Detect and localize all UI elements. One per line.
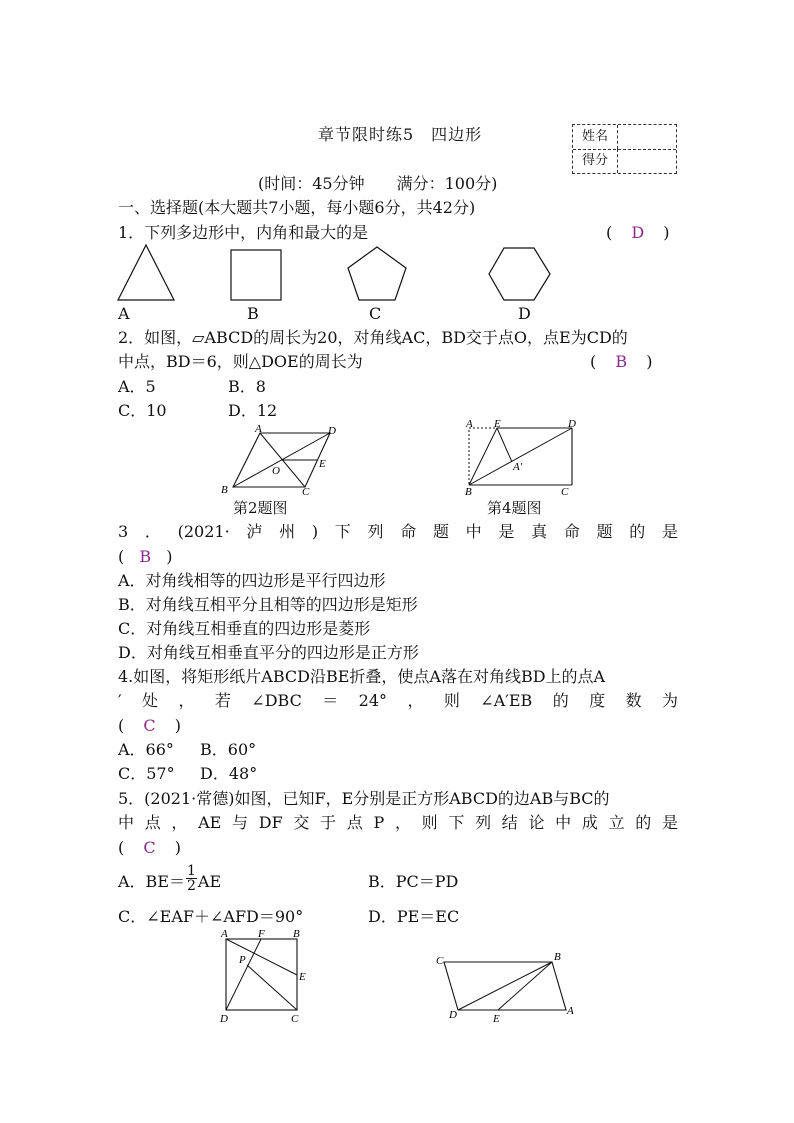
q5-option-b: B．PC＝PD: [368, 872, 459, 891]
fraction-denominator: 2: [187, 878, 196, 894]
q1-shapes: [110, 240, 570, 305]
q3-option-b: B．对角线互相平分且相等的四边形是矩形: [118, 595, 418, 614]
time-info: (时间：45分钟 满分：100分): [258, 174, 498, 193]
fig2-label-a: A: [255, 425, 262, 435]
square-shape: [231, 250, 281, 300]
diagonal-db: [458, 962, 552, 1010]
fig2-label-e: E: [319, 458, 326, 470]
paren-open: (: [606, 223, 613, 242]
q4-answer-paren: [118, 715, 181, 737]
q5-option-a-prefix: A．BE＝: [118, 872, 185, 891]
fraction-numerator: 1: [187, 863, 196, 879]
q4-line2: ′处，若∠DBC＝24°，则∠A′EB的度数为: [118, 691, 678, 710]
q1-label-b: B: [247, 304, 259, 323]
fig5-label-d: D: [220, 1013, 228, 1025]
paren-close: ): [166, 547, 173, 566]
fold-be: [469, 428, 497, 485]
paren-close: ): [174, 838, 181, 857]
q5-option-d: D．PE＝EC: [368, 907, 460, 926]
fig5-label-b: B: [293, 928, 300, 940]
q5-answer-paren: [118, 837, 181, 859]
q3-option-c: C．对角线互相垂直的四边形是菱形: [118, 619, 371, 638]
q1-label-a: A: [118, 304, 130, 323]
fig6-label-d: D: [449, 1009, 457, 1021]
score-row: [573, 149, 676, 173]
fig2-label-o: O: [272, 465, 280, 477]
q3-answer: B: [139, 547, 152, 566]
paren-close: ): [663, 223, 670, 242]
paren-close: ): [646, 352, 653, 371]
paren-close: ): [174, 716, 181, 735]
q5-option-c: C．∠EAF＋∠AFD＝90°: [118, 907, 304, 926]
q1-answer: D: [631, 223, 645, 242]
q3-line1: 3．(2021·泸州)下列命题中是真命题的是: [118, 522, 678, 541]
fig4-label-c: C: [561, 486, 569, 498]
q5-line2: 中点，AE与DF交于点P，则下列结论中成立的是: [118, 813, 678, 832]
q2-answer-paren: [590, 351, 652, 373]
name-row: [573, 125, 676, 150]
q1-stem: 1．下列多边形中，内角和最大的是: [118, 223, 369, 242]
fig6-label-c: C: [436, 955, 444, 967]
q4-option-b: B．60°: [200, 740, 257, 759]
q2-option-a: A．5: [118, 377, 156, 396]
pentagon-shape: [348, 247, 406, 300]
fig5-label-f: F: [258, 928, 265, 940]
q4-option-c: C．57°: [118, 764, 175, 783]
figure-q4: [460, 418, 585, 498]
fig2-label-b: B: [221, 484, 228, 495]
paren-open: (: [590, 352, 597, 371]
q2-line2: 中点，BD＝6，则△DOE的周长为: [118, 352, 363, 371]
fig4-label-a: A: [466, 418, 473, 430]
fig4-label-aprime: A′: [513, 461, 523, 473]
q3-option-d: D．对角线互相垂直平分的四边形是正方形: [118, 643, 419, 662]
fig5-label-a: A: [221, 928, 228, 940]
segment-ae: [226, 939, 297, 975]
figure-q6-parallelogram: [430, 948, 580, 1028]
segment-df: [226, 939, 261, 1010]
q1-label-c: C: [369, 304, 382, 323]
q2-answer: B: [615, 352, 628, 371]
name-label: 姓名: [573, 125, 618, 149]
fig5-label-p: P: [239, 954, 246, 966]
figure-q2: [215, 425, 345, 495]
diagonal-bd: [469, 428, 572, 485]
name-score-box: [572, 124, 677, 174]
figure-q5-square: [212, 925, 322, 1030]
q4-line1: 4.如图，将矩形纸片ABCD沿BE折叠，使点A落在对角线BD上的点A: [118, 667, 606, 686]
fig5-label-c: C: [291, 1013, 299, 1025]
square-abcd: [226, 939, 297, 1010]
fig2-label-c: C: [302, 486, 310, 495]
q2-line1: 2．如图，▱ABCD的周长为20，对角线AC，BD交于点O，点E为CD的: [118, 328, 628, 347]
q2-option-b: B．8: [228, 377, 266, 396]
fig6-label-a: A: [567, 1005, 574, 1017]
fig4-label-b: B: [465, 486, 472, 498]
q5-option-a: [118, 863, 222, 894]
page-title: 章节限时练5 四边形: [318, 125, 483, 144]
q3-option-a: A．对角线相等的四边形是平行四边形: [118, 571, 386, 590]
q2-option-c: C．10: [118, 401, 167, 420]
q2-option-d: D．12: [228, 401, 278, 420]
fig4-label-d: D: [568, 418, 576, 430]
q1-answer-paren: [606, 222, 670, 244]
segment-be: [498, 962, 552, 1010]
fig4-label-e: E: [494, 418, 501, 430]
fig6-label-b: B: [554, 951, 561, 963]
hexagon-shape: [489, 248, 550, 300]
segment-ea: [497, 428, 512, 462]
paren-open: (: [118, 838, 125, 857]
section-heading: 一、选择题(本大题共7小题，每小题6分，共42分): [118, 198, 476, 217]
q1-label-d: D: [518, 304, 531, 323]
paren-open: (: [118, 716, 125, 735]
q5-answer: C: [143, 838, 156, 857]
fraction-one-half: [186, 864, 197, 893]
fig2-label-d: D: [328, 425, 336, 437]
q4-option-d: D．48°: [200, 764, 258, 783]
caption-figure-4: 第4题图: [487, 499, 542, 517]
q5-option-a-suffix: AE: [197, 872, 222, 891]
q5-line1: 5．(2021·常德)如图，已知F，E分别是正方形ABCD的边AB与BC的: [118, 789, 610, 808]
caption-figure-2: 第2题图: [233, 499, 288, 517]
paren-open: (: [118, 547, 125, 566]
triangle-shape: [118, 245, 174, 300]
fig5-label-e: E: [299, 971, 306, 983]
q3-answer-paren: [118, 546, 172, 568]
q4-option-a: A．66°: [118, 740, 174, 759]
fig6-label-e: E: [493, 1013, 500, 1025]
q4-answer: C: [143, 716, 156, 735]
score-label: 得分: [573, 149, 618, 173]
